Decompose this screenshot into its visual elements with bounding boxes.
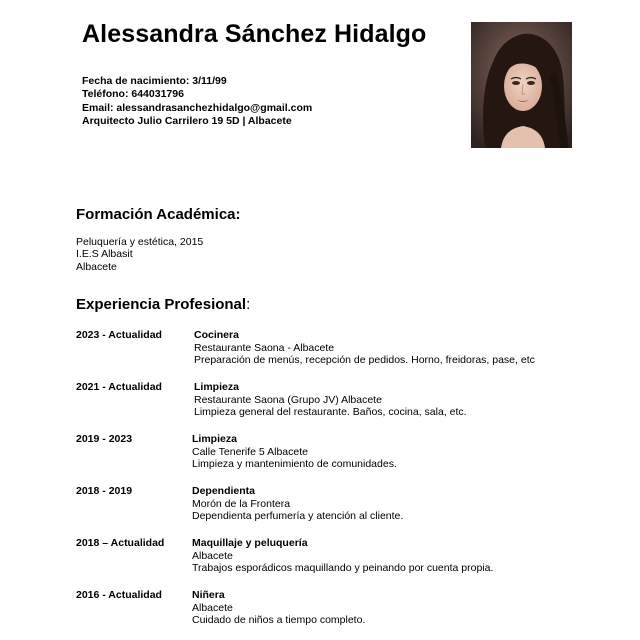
job-details [192,433,397,471]
job-description: Cuidado de niños a tiempo completo. [192,614,366,627]
candidate-name: Alessandra Sánchez Hidalgo [82,20,427,48]
education-heading: Formación Académica: [76,206,241,223]
job-role: Dependienta [192,485,256,497]
experience-heading [76,296,250,313]
birth-date: Fecha de nacimiento: 3/11/99 [82,75,227,87]
job-details [194,381,467,419]
job-role: Cocinera [194,329,239,341]
job-period: 2019 - 2023 [76,433,133,445]
education-school: I.E.S Albasit [76,248,133,261]
experience-heading-colon: : [246,296,251,313]
education-city: Albacete [76,260,117,273]
job-period: 2018 – Actualidad [76,537,165,549]
job-description: Limpieza general del restaurante. Baños, cocina, sala, etc. [194,406,467,419]
job-role: Limpieza [194,381,239,393]
phone-number: Teléfono: 644031796 [82,88,184,101]
portrait-image [471,22,572,148]
job-details [192,589,365,627]
job-role: Niñera [192,589,225,601]
job-description: Preparación de menús, recepción de pedidos. Horno, freidoras, pase, etc [194,354,535,367]
job-place: Restaurante Saona (Grupo JV) Albacete [194,393,382,406]
job-role: Limpieza [192,433,237,445]
home-address: Arquitecto Julio Carrilero 19 5D | Albacete [82,114,292,127]
job-details [194,329,535,367]
job-period: 2016 - Actualidad [76,589,162,601]
job-description: Trabajos esporádicos maquillando y peinando por cuenta propia. [192,562,494,575]
job-details [192,537,493,575]
education-course: Peluquería y estética, 2015 [76,236,204,248]
job-place: Albacete [192,601,233,614]
email-address: Email: alessandrasanchezhidalgo@gmail.com [82,101,313,114]
job-description: Dependienta perfumería y atención al cliente. [192,510,404,523]
job-place: Albacete [192,549,233,562]
job-place: Calle Tenerife 5 Albacete [192,445,308,458]
profile-photo [471,22,572,148]
job-period: 2023 - Actualidad [76,329,162,341]
job-role: Maquillaje y peluquería [192,537,308,549]
job-place: Morón de la Frontera [192,497,291,510]
contact-info [82,75,312,128]
job-period: 2021 - Actualidad [76,381,162,393]
education-entry [76,236,203,273]
job-period: 2018 - 2019 [76,485,133,497]
job-place: Restaurante Saona - Albacete [194,341,335,354]
job-description: Limpieza y mantenimiento de comunidades. [192,458,397,471]
job-details [192,485,403,523]
experience-heading-text: Experiencia Profesional [76,296,247,313]
